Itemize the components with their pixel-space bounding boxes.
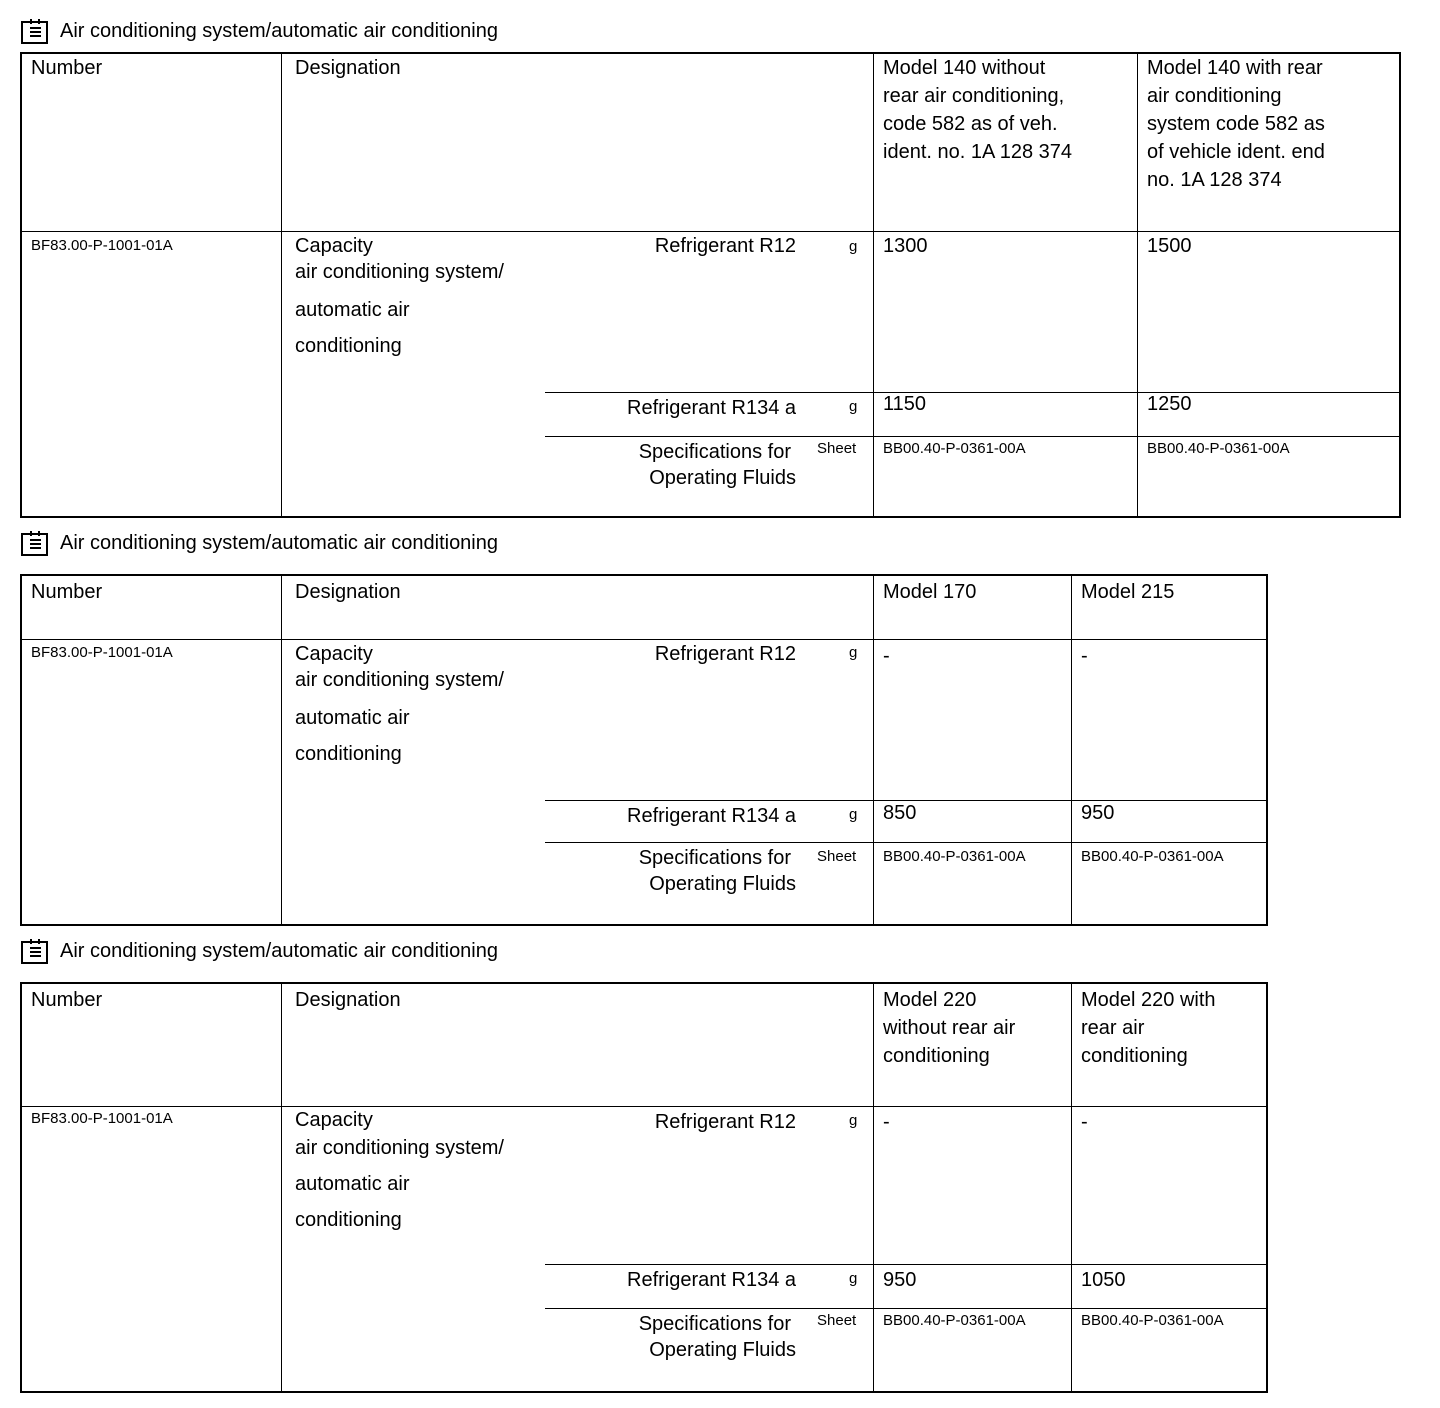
value-r12-col1: - (883, 1111, 890, 1133)
item-unit-sheet: Sheet (817, 1312, 857, 1329)
designation-line3: automatic air (295, 1173, 410, 1195)
designation-line3: automatic air (295, 707, 410, 729)
spec-table-3 (20, 982, 1268, 1393)
item-unit-r134a: g (849, 1270, 858, 1287)
document-list-icon (20, 937, 50, 965)
value-r134a-col2: 1050 (1081, 1269, 1126, 1291)
section-title-3 (20, 936, 498, 966)
header-number: Number (31, 57, 103, 79)
item-label-spec-line2: Operating Fluids (649, 1339, 796, 1361)
section-title-1 (20, 16, 498, 46)
item-unit-r134a: g (849, 806, 858, 823)
designation-line4: conditioning (295, 335, 402, 357)
value-r12-col2: - (1081, 1111, 1088, 1133)
header-model-col1: Model 220 without rear air conditioning (883, 989, 1016, 1067)
item-label-spec-line1: Specifications for (638, 441, 791, 463)
document-list-icon (20, 529, 50, 557)
designation-line1: Capacity (295, 1109, 373, 1131)
item-label-spec-line2: Operating Fluids (649, 873, 796, 895)
document-list-icon (20, 17, 50, 45)
designation-line1: Capacity (295, 643, 373, 665)
section-title-text: Air conditioning system/automatic air conditioning (60, 531, 498, 554)
item-unit-sheet: Sheet (817, 848, 857, 865)
value-r12-col2: 1500 (1147, 235, 1192, 257)
item-label-r134a: Refrigerant R134 a (627, 805, 796, 827)
item-unit-sheet: Sheet (817, 440, 857, 457)
designation-line1: Capacity (295, 235, 373, 257)
spec-table-1 (20, 52, 1401, 518)
item-unit-r134a: g (849, 398, 858, 415)
header-number: Number (31, 989, 103, 1011)
header-model-col2: Model 220 with rear air conditioning (1081, 989, 1216, 1067)
item-label-spec-line2: Operating Fluids (649, 467, 796, 489)
value-r12-col1: 1300 (883, 235, 928, 257)
header-designation: Designation (295, 57, 401, 79)
header-model-col1: Model 140 without rear air conditioning, code 582 as of veh. ident. no. 1A 128 374 (883, 57, 1073, 163)
value-spec-col2: BB00.40-P-0361-00A (1147, 440, 1290, 457)
value-r134a-col1: 950 (883, 1269, 917, 1291)
designation-line4: conditioning (295, 743, 402, 765)
item-label-r12: Refrigerant R12 (654, 643, 796, 665)
section-title-text: Air conditioning system/automatic air conditioning (60, 19, 498, 42)
item-label-spec-line1: Specifications for (638, 1313, 791, 1335)
designation-line2: air conditioning system/ (295, 261, 504, 283)
header-model-col2: Model 140 with rear air conditioning system code 582 as of vehicle ident. end no. 1A 128 374 (1147, 57, 1325, 191)
section-title-2 (20, 528, 498, 558)
value-r12-col1: - (883, 645, 890, 667)
designation-line4: conditioning (295, 1209, 402, 1231)
header-model-col1: Model 170 (883, 581, 977, 603)
item-unit-r12: g (849, 238, 858, 255)
header-number: Number (31, 581, 103, 603)
item-label-r12: Refrigerant R12 (654, 235, 796, 257)
value-r134a-col1: 850 (883, 802, 917, 824)
item-unit-r12: g (849, 1112, 858, 1129)
value-spec-col2: BB00.40-P-0361-00A (1081, 848, 1224, 865)
value-r12-col2: - (1081, 645, 1088, 667)
row-number: BF83.00-P-1001-01A (31, 237, 173, 254)
value-spec-col2: BB00.40-P-0361-00A (1081, 1312, 1224, 1329)
item-label-spec-line1: Specifications for (638, 847, 791, 869)
designation-line3: automatic air (295, 299, 410, 321)
item-unit-r12: g (849, 644, 858, 661)
value-r134a-col2: 950 (1081, 802, 1115, 824)
header-designation: Designation (295, 581, 401, 603)
item-label-r12: Refrigerant R12 (654, 1111, 796, 1133)
value-spec-col1: BB00.40-P-0361-00A (883, 440, 1026, 457)
value-spec-col1: BB00.40-P-0361-00A (883, 848, 1026, 865)
value-r134a-col1: 1150 (883, 393, 927, 415)
spec-table-2 (20, 574, 1268, 926)
designation-line2: air conditioning system/ (295, 1137, 504, 1159)
row-number: BF83.00-P-1001-01A (31, 1110, 173, 1127)
item-label-r134a: Refrigerant R134 a (627, 397, 796, 419)
section-title-text: Air conditioning system/automatic air conditioning (60, 939, 498, 962)
item-label-r134a: Refrigerant R134 a (627, 1269, 796, 1291)
value-spec-col1: BB00.40-P-0361-00A (883, 1312, 1026, 1329)
header-designation: Designation (295, 989, 401, 1011)
row-number: BF83.00-P-1001-01A (31, 644, 173, 661)
designation-line2: air conditioning system/ (295, 669, 504, 691)
header-model-col2: Model 215 (1081, 581, 1175, 603)
value-r134a-col2: 1250 (1147, 393, 1192, 415)
